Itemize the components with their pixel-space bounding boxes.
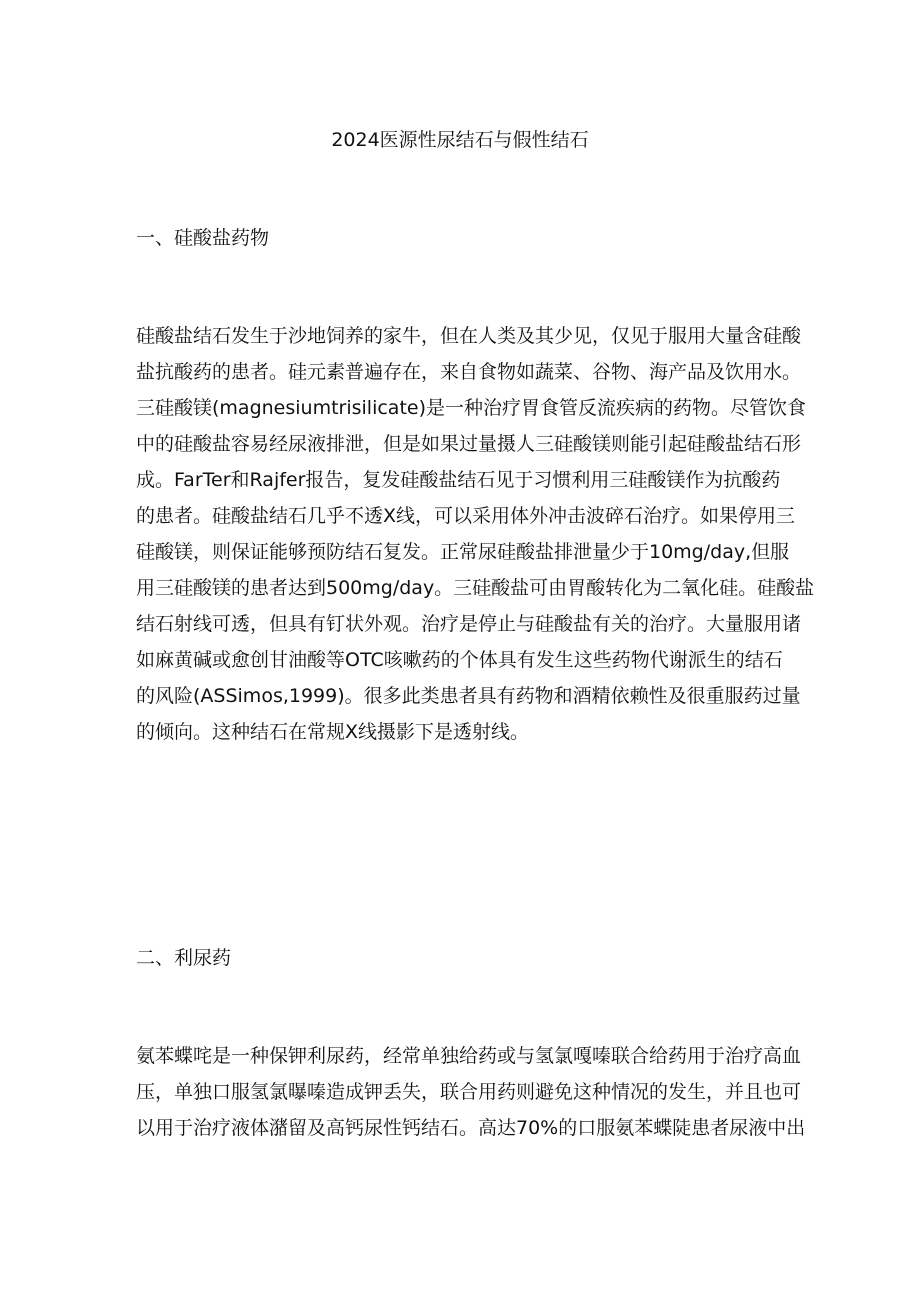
paragraph-line: 结石射线可透，但具有钉状外观。治疗是停止与硅酸盐有关的治疗。大量服用诸 xyxy=(136,613,802,635)
paragraph-line: 硅酸镁，则保证能够预防结石复发。正常尿硅酸盐排泄量少于10mg/day,但服 xyxy=(136,541,790,563)
paragraph-line: 如麻黄碱或愈创甘油酸等OTC咳嗽药的个体具有发生这些药物代谢派生的结石 xyxy=(136,649,783,671)
paragraph-line: 三硅酸镁(magnesiumtrisilicate)是一种治疗胃食管反流疾病的药物。尽管饮食 xyxy=(136,397,807,419)
paragraph-silicate-drugs xyxy=(136,318,815,750)
paragraph-line: 压，单独口服氢氯曝嗪造成钾丢失，联合用药则避免这种情况的发生，并且也可 xyxy=(136,1081,802,1103)
paragraph-line: 的风险(ASSimos,1999)。很多此类患者具有药物和酒精依赖性及很重服药过量 xyxy=(136,685,801,707)
paragraph-line: 用三硅酸镁的患者达到500mg∕day。三硅酸盐可由胃酸转化为二氧化硅。硅酸盐 xyxy=(136,577,815,599)
paragraph-line: 的倾向。这种结石在常规X线摄影下是透射线。 xyxy=(136,721,530,743)
section-heading-diuretics: 二、利尿药 xyxy=(136,947,232,969)
paragraph-line: 成。FarTer和Rajfer报告，复发硅酸盐结石见于习惯利用三硅酸镁作为抗酸药 xyxy=(136,469,781,491)
paragraph-line: 的患者。硅酸盐结石几乎不透X线，可以采用体外冲击波碎石治疗。如果停用三 xyxy=(136,505,796,527)
document-title: 2024医源性尿结石与假性结石 xyxy=(331,129,589,151)
paragraph-line: 氨苯蝶咤是一种保钾利尿药，经常单独给药或与氢氯嘎嗪联合给药用于治疗高血 xyxy=(136,1045,802,1067)
paragraph-line: 盐抗酸药的患者。硅元素普遍存在，来自食物如蔬菜、谷物、海产品及饮用水。 xyxy=(136,361,802,383)
section-heading-silicate-drugs: 一、硅酸盐药物 xyxy=(136,227,270,249)
paragraph-line: 中的硅酸盐容易经尿液排泄，但是如果过量摄人三硅酸镁则能引起硅酸盐结石形 xyxy=(136,433,802,455)
paragraph-line: 硅酸盐结石发生于沙地饲养的家牛，但在人类及其少见，仅见于服用大量含硅酸 xyxy=(136,325,802,347)
paragraph-diuretics xyxy=(136,1038,806,1146)
paragraph-line: 以用于治疗液体潴留及高钙尿性钙结石。高达70%的口服氨苯蝶陡患者尿液中出 xyxy=(136,1117,806,1139)
